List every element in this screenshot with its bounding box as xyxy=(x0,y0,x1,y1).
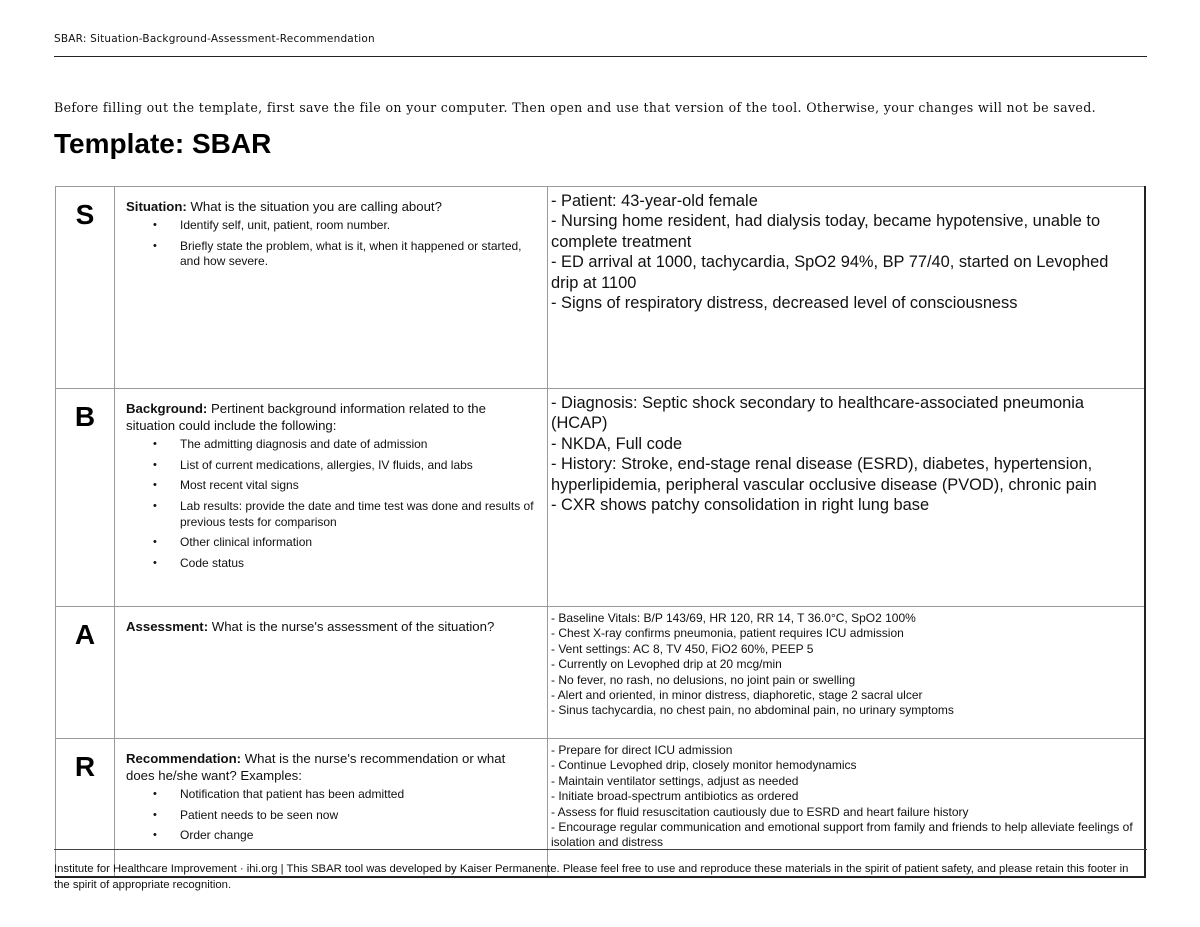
row-letter-cell xyxy=(56,389,115,607)
prompt-bullets xyxy=(126,787,537,844)
note-line: - Alert and oriented, in minor distress, diaphoretic, stage 2 sacral ulcer xyxy=(551,688,923,703)
sbar-row-background xyxy=(56,389,1146,607)
note-line: - Sinus tachycardia, no chest pain, no abdominal pain, no urinary symptoms xyxy=(551,703,954,718)
note-line: - Currently on Levophed drip at 20 mcg/min xyxy=(551,657,782,672)
prompt-heading: Situation: xyxy=(126,199,187,214)
prompt-bullets xyxy=(126,218,537,270)
save-instruction: Before filling out the template, first save the file on your computer. Then open and use that version of the tool. Otherwise, your changes will not be saved. xyxy=(54,100,1096,115)
prompt-bullet: • Lab results: provide the date and time test was done and results of previous tests for comparison xyxy=(126,499,537,530)
background-notes-field[interactable] xyxy=(548,389,1146,607)
note-line: - Baseline Vitals: B/P 143/69, HR 120, RR 14, T 36.0°C, SpO2 100% xyxy=(551,611,916,625)
note-line: - Continue Levophed drip, closely monitor hemodynamics xyxy=(551,758,857,773)
note-line: - Assess for fluid resuscitation cautiously due to ESRD and heart failure history xyxy=(551,804,969,819)
note-line: - Patient: 43-year-old female xyxy=(551,192,758,210)
prompt-heading: Background: xyxy=(126,401,208,416)
prompt-text: Pertinent background information related to the situation could include the following: xyxy=(126,401,486,433)
prompt-bullet: • Code status xyxy=(126,556,537,572)
prompt-bullet: • Notification that patient has been admitted xyxy=(126,787,537,803)
row-letter: A xyxy=(74,619,96,650)
row-letter: B xyxy=(74,401,96,432)
footer-credit: Institute for Healthcare Improvement · ihi.org | This SBAR tool was developed by Kaiser Permanente. Please feel free to use and reproduce these materials in the spirit of patient safety, and please retain this footer in the spirit of appropriate recognition. xyxy=(54,863,1129,891)
prompt-bullet: • Most recent vital signs xyxy=(126,478,537,494)
note-line: - CXR shows patchy consolidation in right lung base xyxy=(551,496,930,515)
note-line: - Diagnosis: Septic shock secondary to healthcare-associated pneumonia (HCAP) xyxy=(551,394,1084,433)
note-line: - Signs of respiratory distress, decreased level of consciousness xyxy=(551,294,1018,313)
assessment-notes-field[interactable] xyxy=(548,607,1146,739)
note-line: - Prepare for direct ICU admission xyxy=(551,743,733,757)
prompt-heading: Recommendation: xyxy=(126,751,242,766)
prompt-cell xyxy=(115,187,548,389)
prompt-bullet: • Briefly state the problem, what is it, when it happened or started, and how severe. xyxy=(126,239,537,270)
sbar-table xyxy=(55,186,1146,878)
prompt-text: What is the nurse's assessment of the situation? xyxy=(208,619,495,634)
note-line: - Nursing home resident, had dialysis today, became hypotensive, unable to complete treatment xyxy=(551,212,1101,251)
note-line: - Chest X-ray confirms pneumonia, patient requires ICU admission xyxy=(551,626,904,641)
prompt-bullet: • Identify self, unit, patient, room number. xyxy=(126,218,537,234)
row-letter: R xyxy=(74,751,96,782)
note-line: - ED arrival at 1000, tachycardia, SpO2 94%, BP 77/40, started on Levophed drip at 1100 xyxy=(551,253,1109,292)
prompt-bullets xyxy=(126,437,537,571)
row-letter-cell xyxy=(56,607,115,739)
row-letter-cell xyxy=(56,739,115,878)
note-line: - Vent settings: AC 8, TV 450, FiO2 60%, PEEP 5 xyxy=(551,641,814,656)
sbar-row-situation xyxy=(56,187,1146,389)
sbar-row-recommendation xyxy=(56,739,1146,878)
row-letter-cell xyxy=(56,187,115,389)
prompt-bullet: • List of current medications, allergies, IV fluids, and labs xyxy=(126,458,537,474)
prompt-text: What is the situation you are calling about? xyxy=(186,199,442,214)
prompt-cell xyxy=(115,739,548,878)
prompt-bullet: • Order change xyxy=(126,828,537,844)
sbar-row-assessment xyxy=(56,607,1146,739)
note-line: - Encourage regular communication and emotional support from family and friends to help alleviate feelings of isolation and distress xyxy=(551,820,1133,850)
prompt-bullet: • Patient needs to be seen now xyxy=(126,808,537,824)
note-line: - Maintain ventilator settings, adjust as needed xyxy=(551,773,799,788)
prompt-bullet: • The admitting diagnosis and date of admission xyxy=(126,437,537,453)
prompt-cell xyxy=(115,389,548,607)
recommendation-notes-field[interactable] xyxy=(548,739,1146,878)
note-line: - Initiate broad-spectrum antibiotics as ordered xyxy=(551,789,799,804)
note-line: - No fever, no rash, no delusions, no joint pain or swelling xyxy=(551,672,856,687)
document-header-title: SBAR: Situation-Background-Assessment-Recommendation xyxy=(54,33,375,45)
situation-notes-field[interactable] xyxy=(548,187,1146,389)
footer-divider xyxy=(54,849,1147,850)
prompt-heading: Assessment: xyxy=(126,619,209,634)
page-title: Template: SBAR xyxy=(54,128,272,159)
note-line: - NKDA, Full code xyxy=(551,434,683,453)
row-letter: S xyxy=(75,199,95,230)
prompt-bullet: • Other clinical information xyxy=(126,535,537,551)
prompt-cell xyxy=(115,607,548,739)
header-divider xyxy=(54,56,1147,57)
prompt-text: What is the nurse's recommendation or what does he/she want? Examples: xyxy=(126,751,506,783)
note-line: - History: Stroke, end-stage renal disease (ESRD), diabetes, hypertension, hyperlipidemia, peripheral vascular occlusive disease (PVOD), chronic pain xyxy=(551,455,1097,494)
